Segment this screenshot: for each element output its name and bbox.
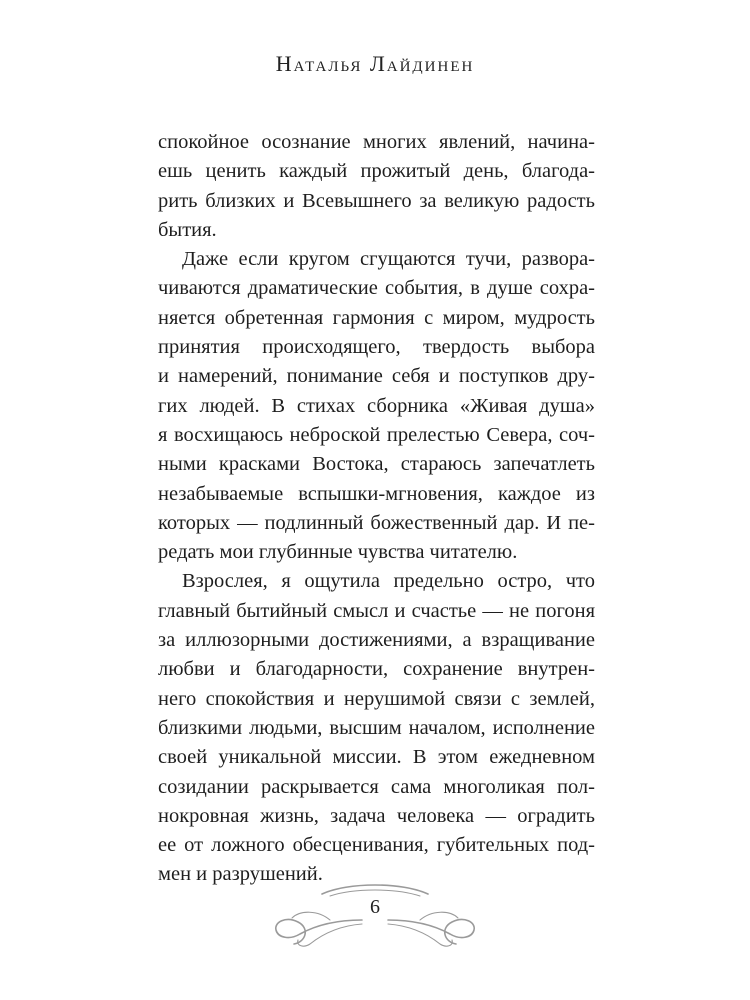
text-line: я восхищаюсь неброской прелестью Севера, соч- <box>158 423 595 446</box>
text-line: бытия. <box>158 218 217 241</box>
text-line: ее от ложного обесценивания, губительных под- <box>158 834 595 857</box>
text-line: гих людей. В стихах сборника «Живая душа» <box>158 394 595 417</box>
text-line: которых — подлинный божественный дар. И пе- <box>158 511 595 534</box>
text-line: любви и благодарности, сохранение внутрен- <box>158 658 595 681</box>
text-line: Взрослея, я ощутила предельно остро, что <box>182 570 595 593</box>
paragraph-2 <box>158 245 595 567</box>
text-line: ными красками Востока, стараюсь запечатлеть <box>158 453 595 476</box>
text-line: мен и разрушений. <box>158 863 323 886</box>
text-line: Даже если кругом сгущаются тучи, развора- <box>182 248 595 271</box>
text-line: него спокойствия и нерушимой связи с землей, <box>158 687 595 710</box>
paragraph-3 <box>158 567 595 889</box>
body-text <box>158 128 595 890</box>
text-line: своей уникальной миссии. В этом ежедневном <box>158 746 595 769</box>
text-line: чиваются драматические события, в душе сохра- <box>158 277 595 300</box>
page-number: 6 <box>370 896 380 918</box>
text-line: главный бытийный смысл и счастье — не погоня <box>158 599 595 622</box>
paragraph-1 <box>158 128 595 245</box>
text-line: близкими людьми, высшим началом, исполнение <box>158 716 595 739</box>
text-line: редать мои глубинные чувства читателю. <box>158 541 518 564</box>
text-line: созидании раскрывается сама многоликая пол- <box>158 775 595 798</box>
text-line: принятия происходящего, твердость выбора <box>158 336 595 359</box>
text-line: рить близких и Всевышнего за великую радость <box>158 189 595 212</box>
text-line: спокойное осознание многих явлений, начина- <box>158 131 595 153</box>
text-line: за иллюзорными достижениями, а взращивание <box>158 629 595 652</box>
text-line: нокровная жизнь, задача человека — оградить <box>158 804 595 827</box>
text-line: незабываемые вспышки-мгновения, каждое из <box>158 482 595 505</box>
running-header: Наталья Лайдинен <box>275 51 475 76</box>
text-line: и намерений, понимание себя и поступков дру- <box>158 365 595 388</box>
text-line: няется обретенная гармония с миром, мудрость <box>158 306 595 329</box>
text-line: ешь ценить каждый прожитый день, благода- <box>158 160 595 183</box>
